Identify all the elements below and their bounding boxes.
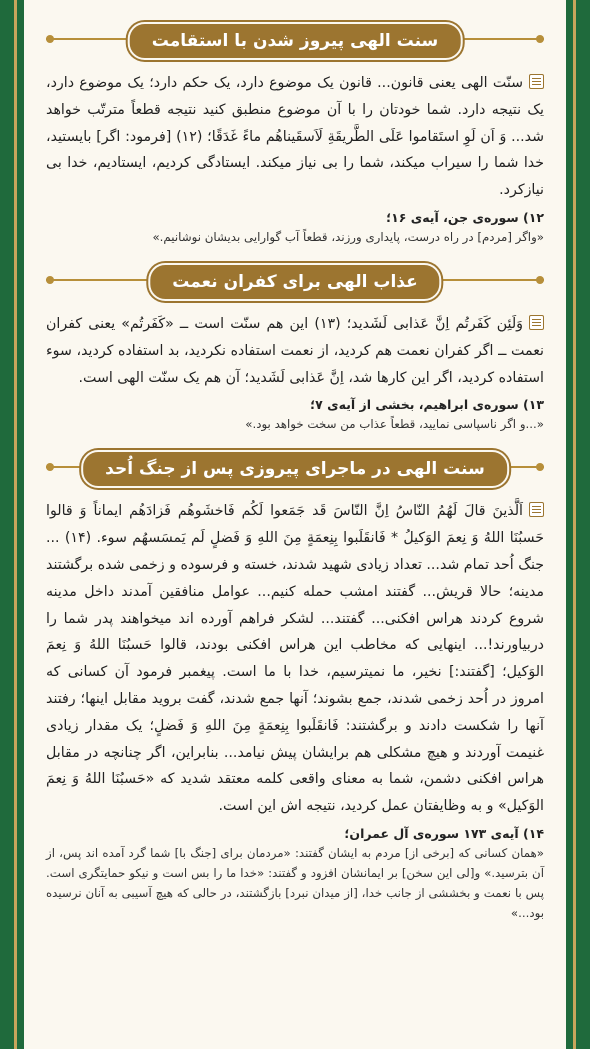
footnote-heading: ۱۴) آیه‌ی ۱۷۳ سوره‌ی آل عمران؛ xyxy=(344,825,544,841)
note-icon xyxy=(529,74,544,89)
section-3 xyxy=(46,450,544,923)
footnote-text: «...و اگر ناسپاسی نمایید، قطعاً عذاب من سخت خواهد بود.» xyxy=(245,417,544,432)
section-banner xyxy=(46,450,544,484)
section-title: سنت الهی پیروز شدن با استقامت xyxy=(128,22,463,60)
section-body xyxy=(46,70,544,204)
note-icon xyxy=(529,315,544,330)
note-icon xyxy=(529,502,544,517)
section-body-text: سنّت الهی یعنی قانون... قانون یک موضوع دارد، یک حکم دارد؛ یک موضوع دارد، یک نتیجه دارد. شما خودتان را با آن موضوع منطبق کنید نتیجه قطعاً مترتّب خواهد شد... وَ اَن لَوِ استَقاموا عَلَی الطَّریقَةِ لَاَسقَیناهُم ماءً غَدَقًا؛ (۱۲) [فرمود: اگر] بایستید، خدا شما را سیراب میکند، شما را بی نیاز میکند. ایستادگی کردیم، ایستادیم، خدا بی نیازکرد. xyxy=(46,75,544,199)
footnote-text: «واگر [مردم] در راه درست، پایداری ورزند، قطعاً آب گوارایی بدیشان نوشانیم.» xyxy=(152,229,544,244)
left-gold-stripe xyxy=(14,0,17,1049)
section-title: سنت الهی در ماجرای پیروزی پس از جنگ اُحد xyxy=(81,450,509,488)
section-body xyxy=(46,498,544,820)
section-body-text: وَلَئِن کَفَرتُم اِنَّ عَذابی لَشَدید؛ (۱۳) این هم سنّت است ــ «کَفَرتُم» یعنی کفران نعمت ــ اگر کفران نعمت هم کردید، از نعمت استفاده نکردید، بد استفاده کردید، سوء استفاده کردید، اگر این کارها شد، اِنَّ عَذابی لَشَدید؛ آن هم یک سنّت الهی است. xyxy=(46,315,544,386)
footnote-text: «همان کسانی که [برخی از] مردم به ایشان گفتند: «مردمان برای [جنگ با] شما گرد آمده اند پس، از آن بترسید.» و[لی این سخن] بر ایمانشان افزود و گفتند: «خدا ما را بس است و نیکو حمایتگری است. پس با نعمت و بخششی از جانب خدا، [از میدان نبرد] بازگشتند، در حالی که هیچ آسیبی به آنان نرسیده بود...» xyxy=(46,845,544,920)
right-gold-stripe xyxy=(573,0,576,1049)
section-body xyxy=(46,311,544,391)
section-2 xyxy=(46,263,544,434)
section-body-text: اَلَّذینَ قالَ لَهُمُ النّاسُ اِنَّ النّاسَ قَد جَمَعوا لَکُم فَاخشَوهُم فَزادَهُم ایماناً وَ قالوا حَسبُنَا اللهُ وَ نِعمَ الوَکیلُ * فَانقَلَبوا بِنِعمَةٍ مِنَ اللهِ وَ فَضلٍ لَم یَمسَسهُم سوء. (۱۴) ... جنگ اُحد تمام شد... تعداد زیادی شهید شدند، خسته و فرسوده و زخمی شده برگشتند مدینه؛ حالا قریش... گفتند امشب حمله کنیم... عوامل منافقین آمدند داخل مدینه شروع کردند هراس افکنی... گفتند... لشکر فراهم آورده اند میخواهند پدر شما را دربیاورند!... اینهایی که مخاطب این هراس افکنی بودند، قالوا حَسبُنَا اللهُ وَ نِعمَ الوَکیل؛ [گفتند:] نخیر، ما نمیترسیم، خدا با ما است. پیغمبر فرمود آن کسانی که امروز در اُحد زخمی شدند، جمع بشوند؛ آنها جمع شدند، گفت بروید مقابل اینها؛ رفتند آنها را شکست دادند و برگشتند: فَانقَلَبوا بِنِعمَةٍ مِنَ اللهِ وَ فَضلٍ؛ یک مقدار زیادی غنیمت آوردند و هیچ مشکلی هم برایشان پیش نیامد... بنابراین، اگر چنانچه در مقابل هراس افکنی دشمن، شما به معنای واقعی کلمه معتقد شدید که «حَسبُنَا اللهُ وَ نِعمَ الوَکیل» و به وظایفتان عمل کردید، نتیجه اش این است. xyxy=(46,503,545,815)
footnote-heading: ۱۳) سوره‌ی ابراهیم، بخشی از آیه‌ی ۷؛ xyxy=(310,397,544,413)
section-title: عذاب الهی برای کفران نعمت xyxy=(148,263,441,301)
footnote-heading: ۱۲) سوره‌ی جن، آیه‌ی ۱۶؛ xyxy=(386,209,544,225)
section-banner xyxy=(46,22,544,56)
content-page xyxy=(24,0,566,1049)
section-1 xyxy=(46,22,544,247)
content-column xyxy=(24,0,566,923)
section-banner xyxy=(46,263,544,297)
